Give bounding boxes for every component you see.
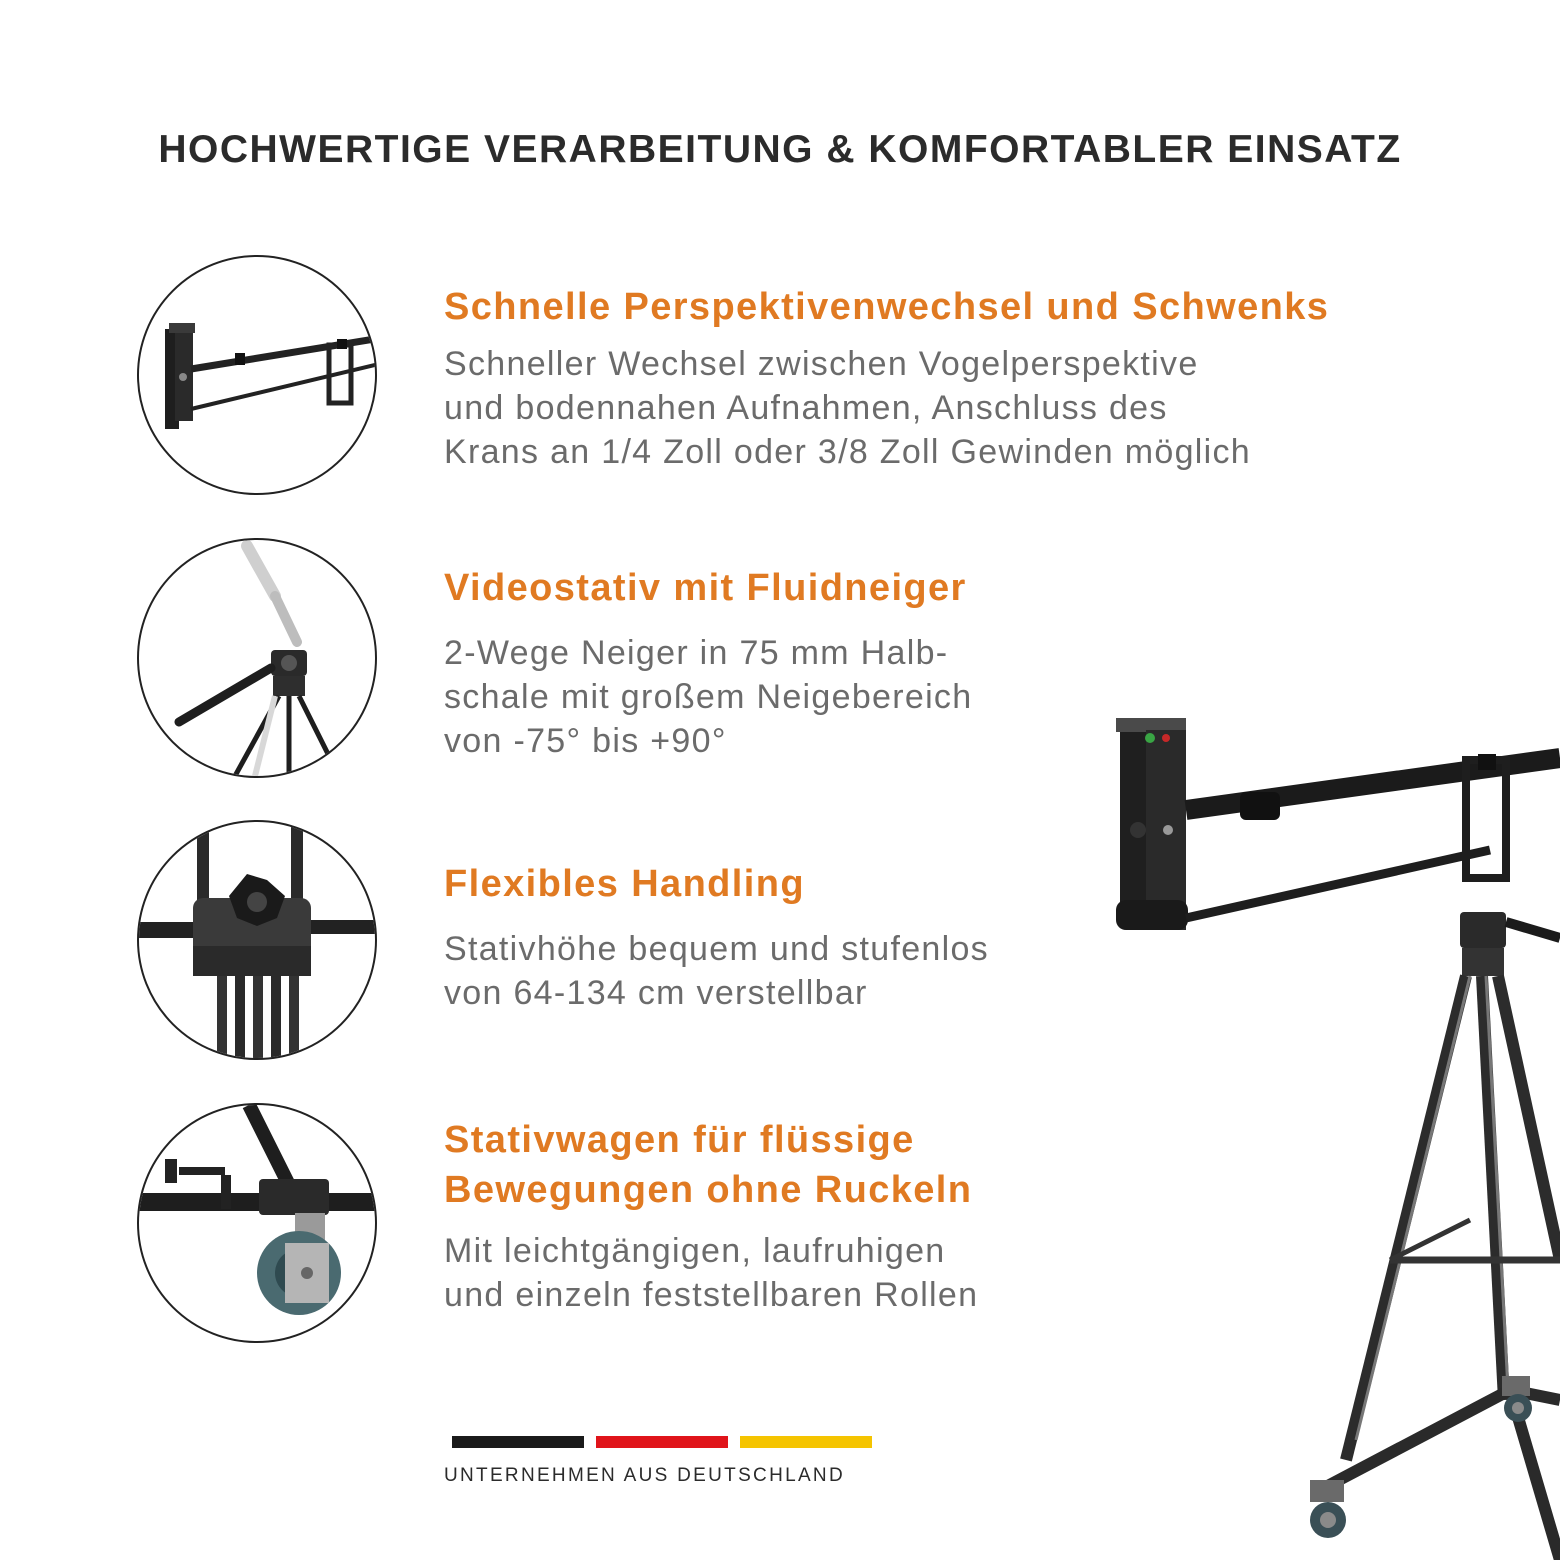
feature-line: und bodennahen Aufnahmen, Anschluss des [444,389,1168,427]
fluid-head-icon [137,538,377,778]
feature-heading: Flexibles Handling [444,863,805,905]
feature-handling [444,859,989,1015]
feature-crane [444,282,1329,474]
flag-stripe-red [596,1436,728,1448]
feature-line: von -75° bis +90° [444,722,727,760]
feature-dolly [444,1115,978,1317]
feature-heading: Schnelle Perspektivenwechsel und Schwenks [444,286,1330,328]
feature-line: 2-Wege Neiger in 75 mm Halb- [444,634,949,672]
feature-heading: Videostativ mit Fluidneiger [444,567,967,609]
feature-line: und einzeln feststellbaren Rollen [444,1276,979,1314]
flag-stripe-black [452,1436,584,1448]
feature-line: Mit leichtgängigen, laufruhigen [444,1232,946,1270]
flag-stripe-gold [740,1436,872,1448]
feature-line: von 64-134 cm verstellbar [444,974,868,1012]
dolly-wheel-icon [137,1103,377,1343]
page-title: HOCHWERTIGE VERARBEITUNG & KOMFORTABLER EINSATZ [158,128,1402,171]
feature-line: Stativhöhe bequem und stufenlos [444,930,989,968]
feature-line: Schneller Wechsel zwischen Vogelperspektive [444,345,1199,383]
crane-arm-icon [137,255,377,495]
feature-heading-line: Bewegungen ohne Ruckeln [444,1169,973,1211]
height-knob-icon [137,820,377,1060]
feature-line: Krans an 1/4 Zoll oder 3/8 Zoll Gewinden möglich [444,433,1252,471]
product-crane-tripod-image [1090,700,1560,1560]
feature-fluid-head [444,563,972,763]
company-label: UNTERNEHMEN AUS DEUTSCHLAND [444,1465,845,1486]
feature-heading-line: Stativwagen für flüssige [444,1119,915,1161]
feature-line: schale mit großem Neigebereich [444,678,973,716]
